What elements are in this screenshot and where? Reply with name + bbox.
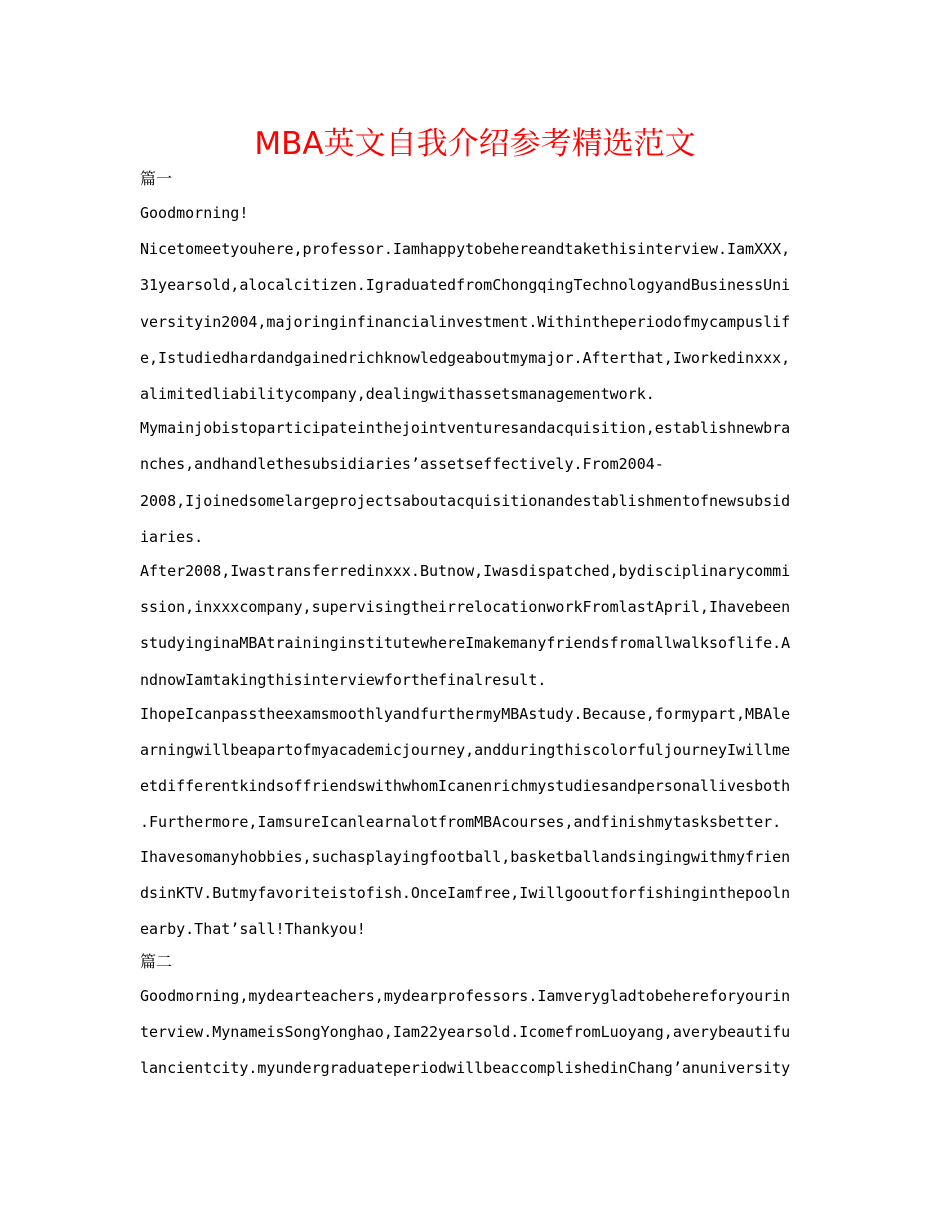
body-line: .Furthermore,IamsureIcanlearnalotfromMBAcourses,andfinishmytasksbetter. xyxy=(140,813,782,831)
body-line: studyinginaMBAtraininginstitutewhereImakemanyfriendsfromallwalksoflife.A xyxy=(140,634,791,652)
body-line: alimitedliabilitycompany,dealingwithassetsmanagementwork. xyxy=(140,385,655,403)
body-line: Nicetomeetyouhere,professor.Iamhappytobehereandtakethisinterview.IamXXX, xyxy=(140,240,791,258)
body-line: 31yearsold,alocalcitizen.IgraduatedfromChongqingTechnologyandBusinessUni xyxy=(140,276,791,294)
body-line: Goodmorning! xyxy=(140,204,249,222)
section-heading-2: 篇二 xyxy=(140,952,173,971)
body-line: terview.MynameisSongYonghao,Iam22yearsold.IcomefromLuoyang,averybeautifu xyxy=(140,1023,791,1041)
body-line: IhopeIcanpasstheexamsmoothlyandfurthermyMBAstudy.Because,formypart,MBAle xyxy=(140,705,791,723)
body-line: iaries. xyxy=(140,528,204,546)
section-heading-1: 篇一 xyxy=(140,169,173,188)
body-line: e,Istudiedhardandgainedrichknowledgeaboutmymajor.Afterthat,Iworkedinxxx, xyxy=(140,349,791,367)
body-line: 2008,Ijoinedsomelargeprojectsaboutacquisitionandestablishmentofnewsubsid xyxy=(140,492,791,510)
body-line: nches,andhandlethesubsidiaries’assetseffectively.From2004- xyxy=(140,455,664,473)
body-line: After2008,Iwastransferredinxxx.Butnow,Iwasdispatched,bydisciplinarycommi xyxy=(140,562,791,580)
document-title: MBA英文自我介绍参考精选范文 xyxy=(254,126,696,162)
body-line: lancientcity.myundergraduateperiodwillbeaccomplishedinChang’anuniversity xyxy=(140,1059,791,1077)
body-line: dsinKTV.Butmyfavoriteistofish.OnceIamfree,Iwillgooutforfishinginthepooln xyxy=(140,884,791,902)
body-line: etdifferentkindsoffriendswithwhomIcanenrichmystudiesandpersonallivesboth xyxy=(140,777,791,795)
body-line: ssion,inxxxcompany,supervisingtheirrelocationworkFromlastApril,Ihavebeen xyxy=(140,598,791,616)
body-line: earby.That’sall!Thankyou! xyxy=(140,920,366,938)
body-line: ndnowIamtakingthisinterviewforthefinalresult. xyxy=(140,671,547,689)
body-line: versityin2004,majoringinfinancialinvestment.Withintheperiodofmycampuslif xyxy=(140,313,791,331)
body-line: Ihavesomanyhobbies,suchasplayingfootball,basketballandsingingwithmyfrien xyxy=(140,848,791,866)
body-line: Goodmorning,mydearteachers,mydearprofessors.Iamverygladtobehereforyourin xyxy=(140,987,791,1005)
body-line: Mymainjobistoparticipateinthejointventuresandacquisition,establishnewbra xyxy=(140,419,791,437)
body-line: arningwillbeapartofmyacademicjourney,andduringthiscolorfuljourneyIwillme xyxy=(140,741,791,759)
